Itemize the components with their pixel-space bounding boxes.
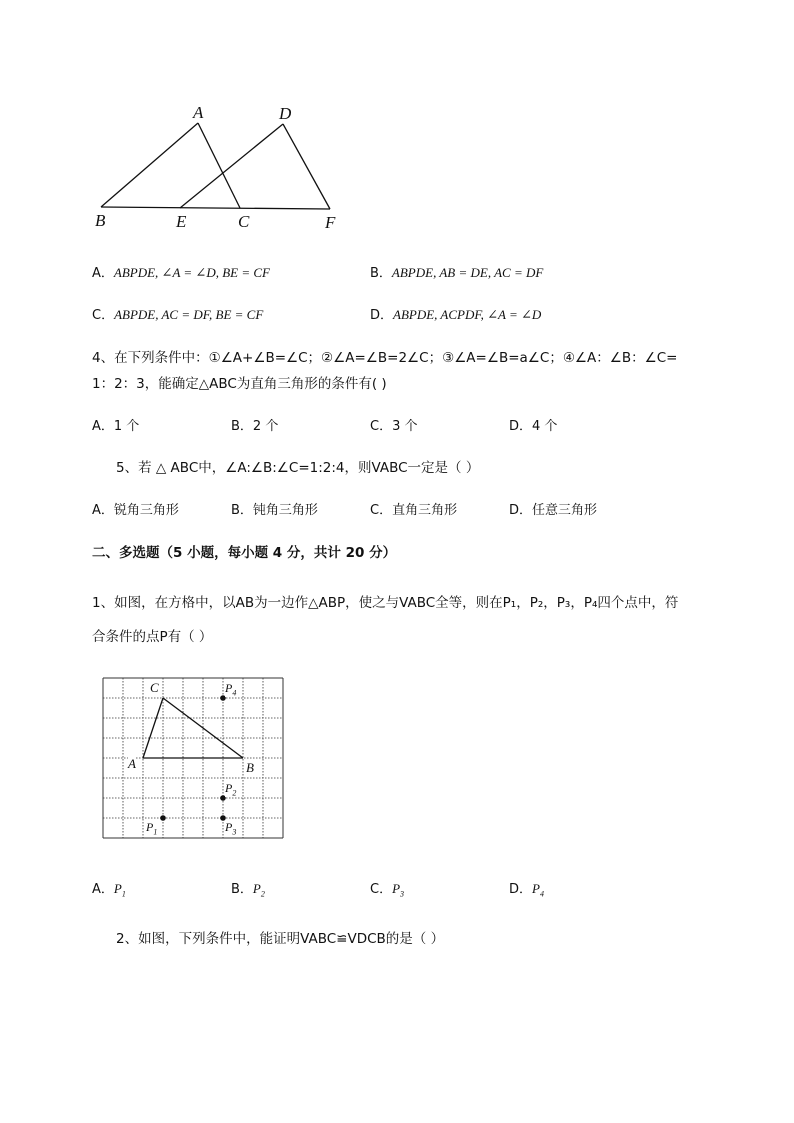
segment-ca (143, 698, 163, 758)
option-text: ABPDE, AC = DF, BE = CF (114, 307, 264, 322)
option-letter: C． (370, 503, 393, 518)
option-text: 1 个 (113, 419, 140, 434)
option-sub: 4 (539, 889, 544, 899)
option-text: 钝角三角形 (252, 503, 318, 518)
option-letter: D． (509, 503, 533, 518)
option-letter: D． (509, 882, 533, 897)
option-name: P (532, 881, 540, 896)
option-letter: D． (509, 419, 533, 434)
mq1-option-c[interactable] (370, 878, 404, 899)
point-p1 (160, 815, 166, 821)
label-e: E (176, 212, 187, 231)
mq1-line-1: 1、如图，在方格中，以AB为一边作△ABP，使之与VABC全等，则在P₁，P₂，P₃，P₄四个点中，符 (92, 595, 679, 611)
option-text: ABPDE, ∠A = ∠D, BE = CF (113, 265, 270, 280)
grid-label-p1 (146, 820, 157, 836)
grid-label-b: B (246, 760, 254, 775)
option-letter: B． (231, 882, 253, 897)
option-text: 4 个 (532, 419, 558, 434)
option-letter: B． (370, 266, 392, 281)
option-letter: C． (370, 419, 393, 434)
point-sub: 1 (153, 827, 158, 837)
option-name: P (113, 881, 122, 896)
option-letter: C． (370, 882, 393, 897)
point-name: P (146, 820, 154, 834)
label-c: C (238, 212, 250, 231)
q4-line-1: 4、在下列条件中：①∠A+∠B=∠C；②∠A=∠B=2∠C；③∠A=∠B=a∠C；④∠A：∠B：∠C= (92, 350, 678, 366)
option-letter: D． (370, 308, 394, 323)
q4-line-2: 1：2：3，能确定△ABC为直角三角形的条件有( ) (92, 376, 387, 392)
point-sub: 2 (232, 788, 237, 798)
option-letter: B． (231, 419, 253, 434)
option-text: 任意三角形 (532, 503, 598, 518)
option-letter: A． (92, 882, 114, 897)
grid-label-p3 (225, 820, 236, 836)
option-text: 直角三角形 (392, 503, 458, 518)
grid-label-c: C (150, 680, 159, 695)
point-sub: 4 (232, 688, 237, 698)
mq1-option-d[interactable] (509, 878, 544, 899)
q5-line-1: 5、若 △ ABC中，∠A:∠B:∠C=1:2:4，则VABC一定是（ ） (116, 460, 480, 476)
option-letter: A． (92, 266, 114, 281)
mq1-line-2: 合条件的点P有（ ） (92, 629, 213, 645)
grid-label-p2 (225, 781, 236, 797)
label-f: F (325, 213, 336, 232)
grid-label-a: A (128, 756, 136, 771)
option-name: P (252, 881, 261, 896)
mq1-option-b[interactable] (231, 878, 265, 899)
point-name: P (225, 781, 233, 795)
label-a: A (193, 103, 204, 122)
point-name: P (225, 681, 233, 695)
point-name: P (225, 820, 233, 834)
label-b: B (95, 211, 106, 230)
option-text: ABPDE, AB = DE, AC = DF (391, 265, 544, 280)
option-name: P (392, 881, 401, 896)
option-letter: B． (231, 503, 253, 518)
option-letter: C． (92, 308, 115, 323)
option-text: 2 个 (252, 419, 279, 434)
option-text: ABPDE, ACPDF, ∠A = ∠D (393, 307, 542, 322)
option-text: 3 个 (392, 419, 418, 434)
option-text: 锐角三角形 (113, 503, 179, 518)
option-sub: 1 (121, 889, 126, 899)
mq1-option-a[interactable] (92, 878, 126, 899)
mq2-line-1: 2、如图，下列条件中，能证明VABC≌VDCB的是（ ） (116, 931, 445, 947)
option-letter: A． (92, 503, 114, 518)
option-sub: 3 (400, 889, 405, 899)
option-letter: A． (92, 419, 114, 434)
option-sub: 2 (260, 889, 265, 899)
point-sub: 3 (232, 827, 237, 837)
segment-cb (163, 698, 243, 758)
label-d: D (279, 104, 292, 123)
section-2-title: 二、多选题（5 小题，每小题 4 分，共计 20 分） (92, 545, 397, 561)
grid-label-p4 (225, 681, 236, 697)
